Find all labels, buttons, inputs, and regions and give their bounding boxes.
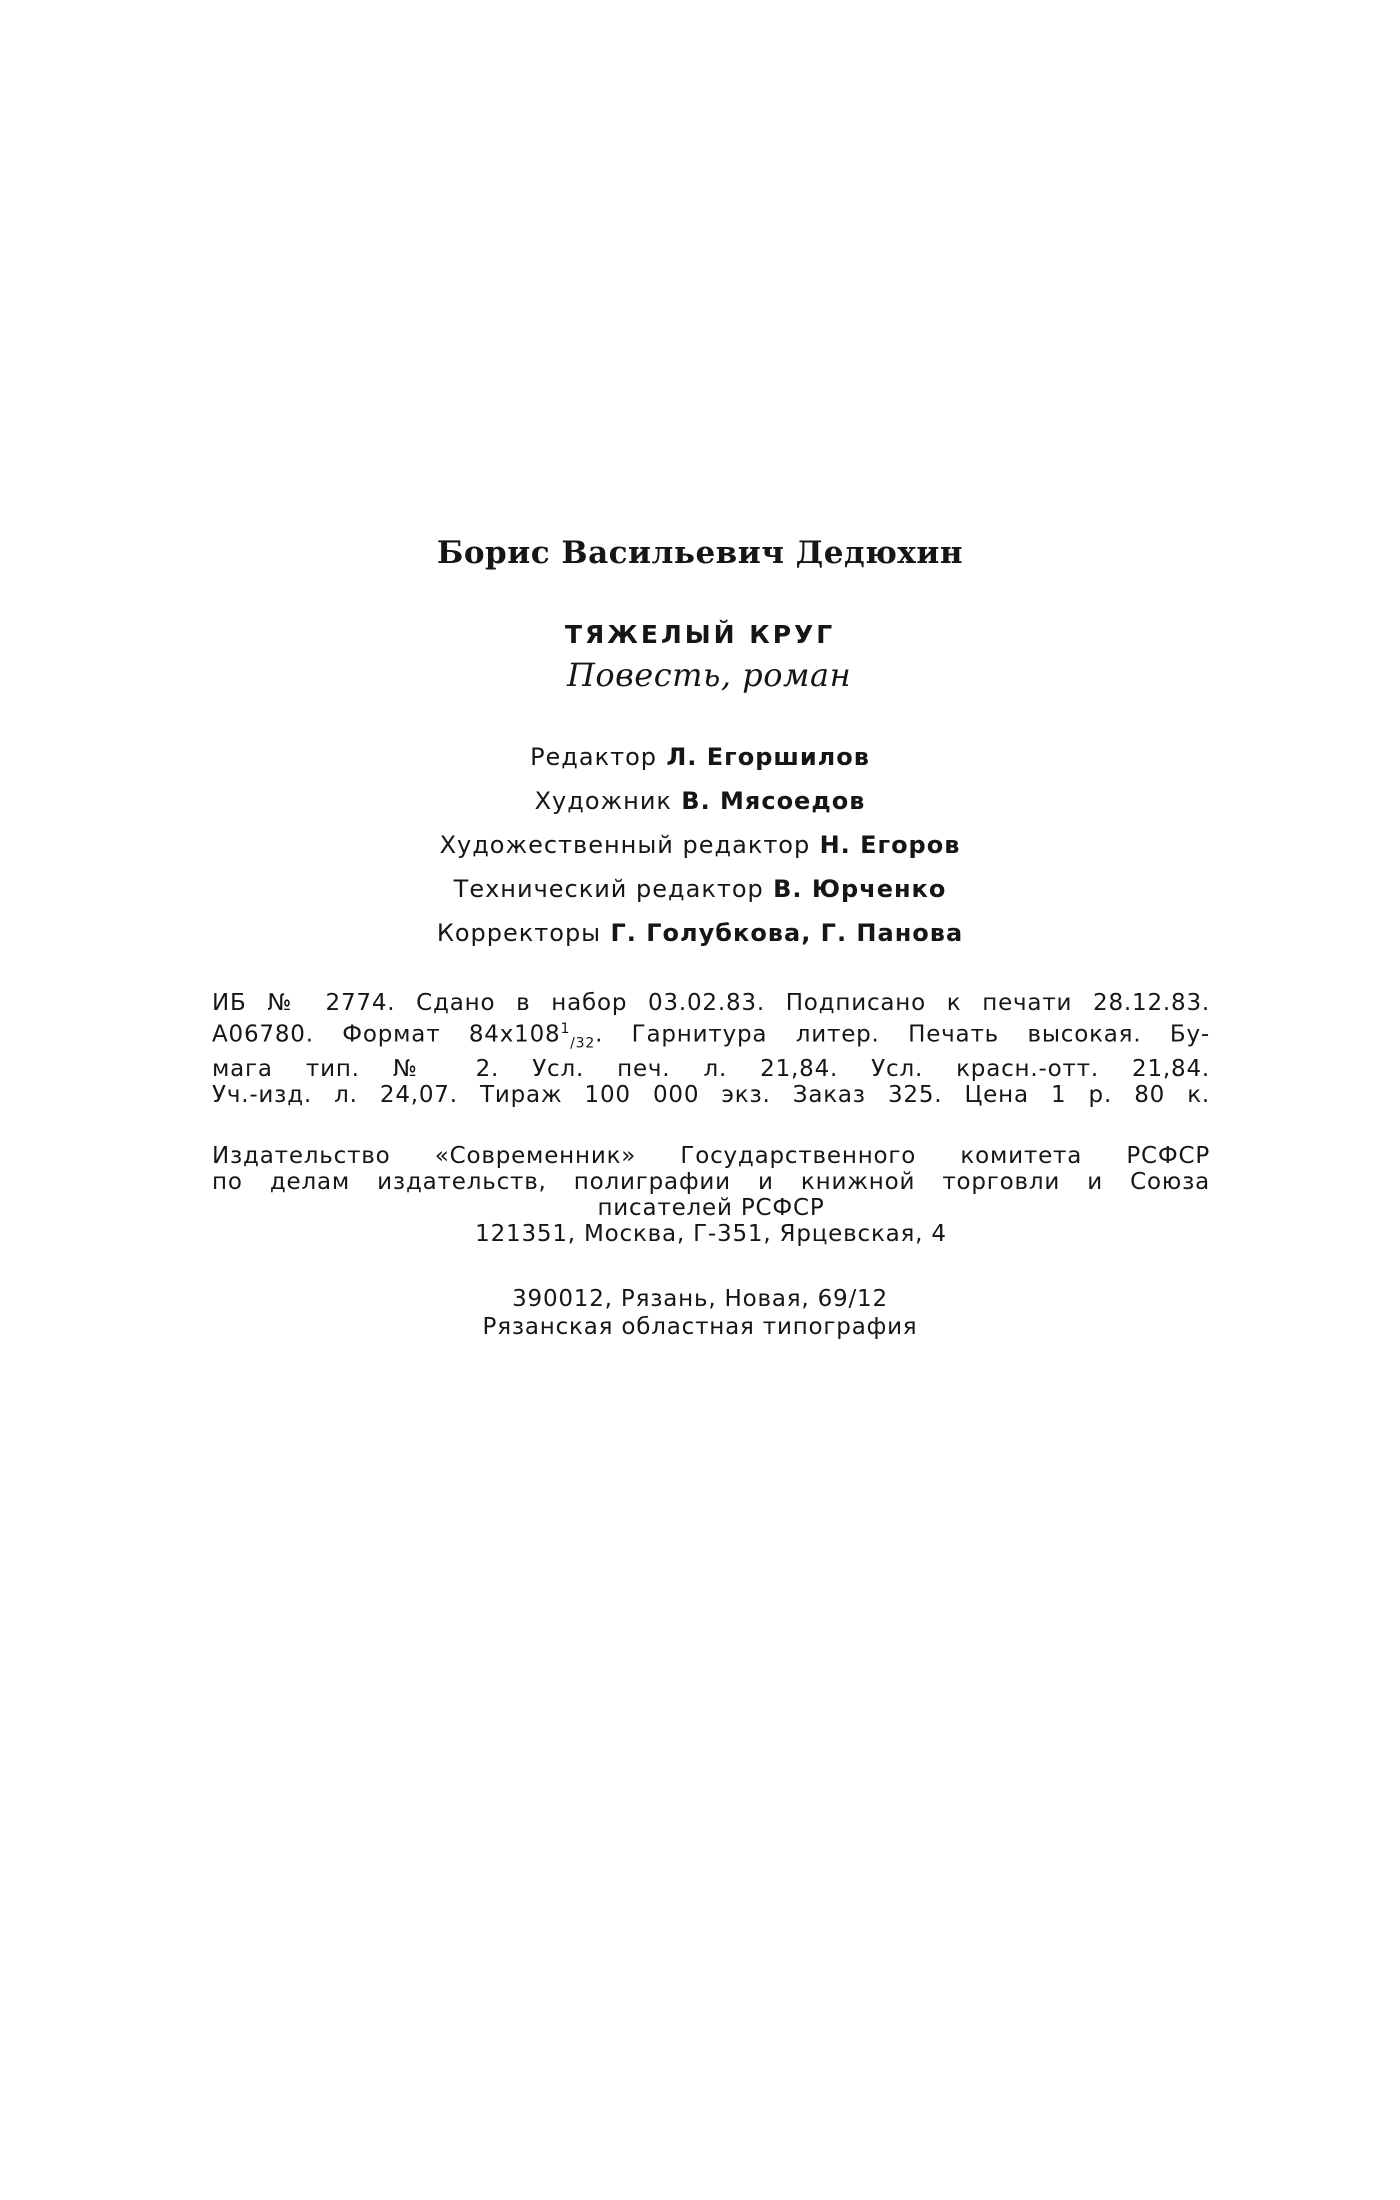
imprint-format-sup: 1 (560, 1021, 571, 1037)
credit-person: Н. Егоров (819, 831, 961, 859)
imprint-line (212, 1016, 1210, 1056)
credit-person: Л. Егоршилов (666, 743, 870, 771)
credit-role: Технический редактор (453, 875, 764, 903)
credit-proofreaders (0, 911, 1400, 955)
publisher-line: Издательство «Современник» Государственного комитета РСФСР (212, 1143, 1210, 1169)
credit-person: Г. Голубкова, Г. Панова (610, 919, 964, 947)
book-title: ТЯЖЕЛЫЙ КРУГ (565, 620, 836, 649)
credit-editor (0, 735, 1400, 779)
credits-list (0, 735, 1400, 955)
imprint-block (212, 990, 1210, 1108)
publisher-address: 121351, Москва, Г-351, Ярцевская, 4 (475, 1221, 947, 1247)
credit-artist (0, 779, 1400, 823)
imprint-line: Уч.-изд. л. 24,07. Тираж 100 000 экз. Заказ 325. Цена 1 р. 80 к. (212, 1082, 1210, 1109)
imprint-format-rest: . Гарнитура литер. Печать высокая. Бу- (595, 1021, 1210, 1048)
publisher-line: писателей РСФСР (597, 1195, 825, 1221)
printer-name: Рязанская областная типография (482, 1314, 918, 1340)
credit-role: Художник (534, 787, 672, 815)
imprint-format-sub: /32 (570, 1035, 596, 1052)
author-name: Борис Васильевич Дедюхин (436, 535, 964, 571)
credit-person: В. Мясоедов (681, 787, 866, 815)
credit-technical-editor (0, 867, 1400, 911)
credit-person: В. Юрченко (773, 875, 947, 903)
book-subtitle: Повесть, роман (567, 656, 852, 694)
publisher-block (212, 1143, 1210, 1247)
printer-address: 390012, Рязань, Новая, 69/12 (512, 1286, 888, 1312)
imprint-format-text: А06780. Формат 84х108 (212, 1021, 561, 1048)
printer-block (0, 1285, 1400, 1341)
imprint-line: мага тип. № 2. Усл. печ. л. 21,84. Усл. красн.-отт. 21,84. (212, 1056, 1210, 1083)
publisher-line: по делам издательств, полиграфии и книжной торговли и Союза (212, 1169, 1210, 1195)
credit-art-editor (0, 823, 1400, 867)
credit-role: Художественный редактор (439, 831, 811, 859)
credit-role: Редактор (530, 743, 657, 771)
credit-role: Корректоры (436, 919, 602, 947)
imprint-line: ИБ № 2774. Сдано в набор 03.02.83. Подписано к печати 28.12.83. (212, 990, 1210, 1016)
